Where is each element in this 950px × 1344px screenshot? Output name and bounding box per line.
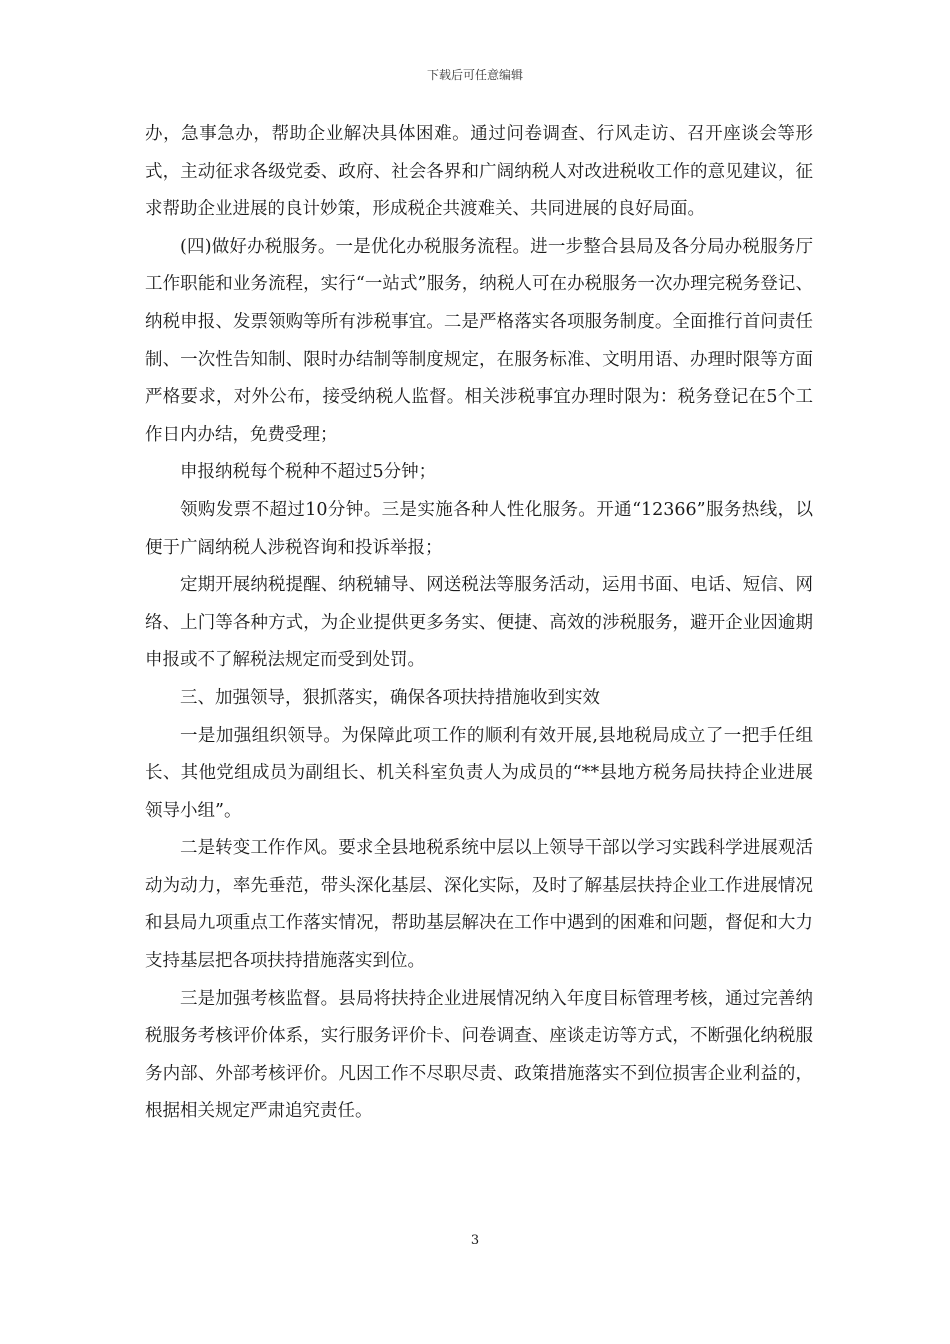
paragraph-continuation: 办，急事急办，帮助企业解决具体困难。通过问卷调查、行风走访、召开座谈会等形式，主动征求各级党委、政府、社会各界和广阔纳税人对改进税收工作的意见建议，征求帮助企业进展的良计妙策，形成税企共渡难关、共同进展的良好局面。 (145, 124, 813, 220)
page-header: 下载后可任意编辑 (426, 68, 523, 82)
page-number: 3 (470, 1233, 480, 1248)
paragraph-invoice-time: 领购发票不超过10分钟。三是实施各种人性化服务。开通“12366”服务热线，以便于广阔纳税人涉税咨询和投诉举报； (145, 499, 813, 558)
paragraph-work-style: 二是转变工作作风。要求全县地税系统中层以上领导干部以学习实践科学进展观活动为动力，率先垂范，带头深化基层、深化实际，及时了解基层扶持企业工作进展情况和县局九项重点工作落实情况，帮助基层解决在工作中遇到的困难和问题，督促和大力支持基层把各项扶持措施落实到位。 (145, 838, 813, 972)
paragraph-tax-service: (四)做好办税服务。一是优化办税服务流程。进一步整合县局及各分局办税服务厅工作职能和业务流程，实行“一站式”服务，纳税人可在办税服务一次办理完税务登记、纳税申报、发票领购等所有涉税事宜。二是严格落实各项服务制度。全面推行首问责任制、一次性告知制、限时办结制等制度规定，在服务标准、文明用语、办理时限等方面严格要求，对外公布，接受纳税人监督。相关涉税事宜办理时限为：税务登记在5个工作日内办结，免费受理； (145, 236, 813, 445)
paragraph-supervision: 三是加强考核监督。县局将扶持企业进展情况纳入年度目标管理考核，通过完善纳税服务考核评价体系，实行服务评价卡、问卷调查、座谈走访等方式，不断强化纳税服务内部、外部考核评价。凡因工作不尽职尽责、政策措施落实不到位损害企业利益的，根据相关规定严肃追究责任。 (145, 988, 813, 1122)
paragraph-organization: 一是加强组织领导。为保障此项工作的顺利有效开展,县地税局成立了一把手任组长、其他党组成员为副组长、机关科室负责人为成员的“**县地方税务局扶持企业进展领导小组”。 (145, 725, 813, 821)
paragraph-filing-time: 申报纳税每个税种不超过5分钟； (180, 462, 437, 483)
paragraph-regular-service: 定期开展纳税提醒、纳税辅导、网送税法等服务活动，运用书面、电话、短信、网络、上门等各种方式，为企业提供更多务实、便捷、高效的涉税服务，避开企业因逾期申报或不了解税法规定而受到处罚。 (145, 575, 813, 671)
section-heading-leadership: 三、加强领导，狠抓落实，确保各项扶持措施收到实效 (180, 687, 600, 708)
document-body (145, 116, 813, 1131)
